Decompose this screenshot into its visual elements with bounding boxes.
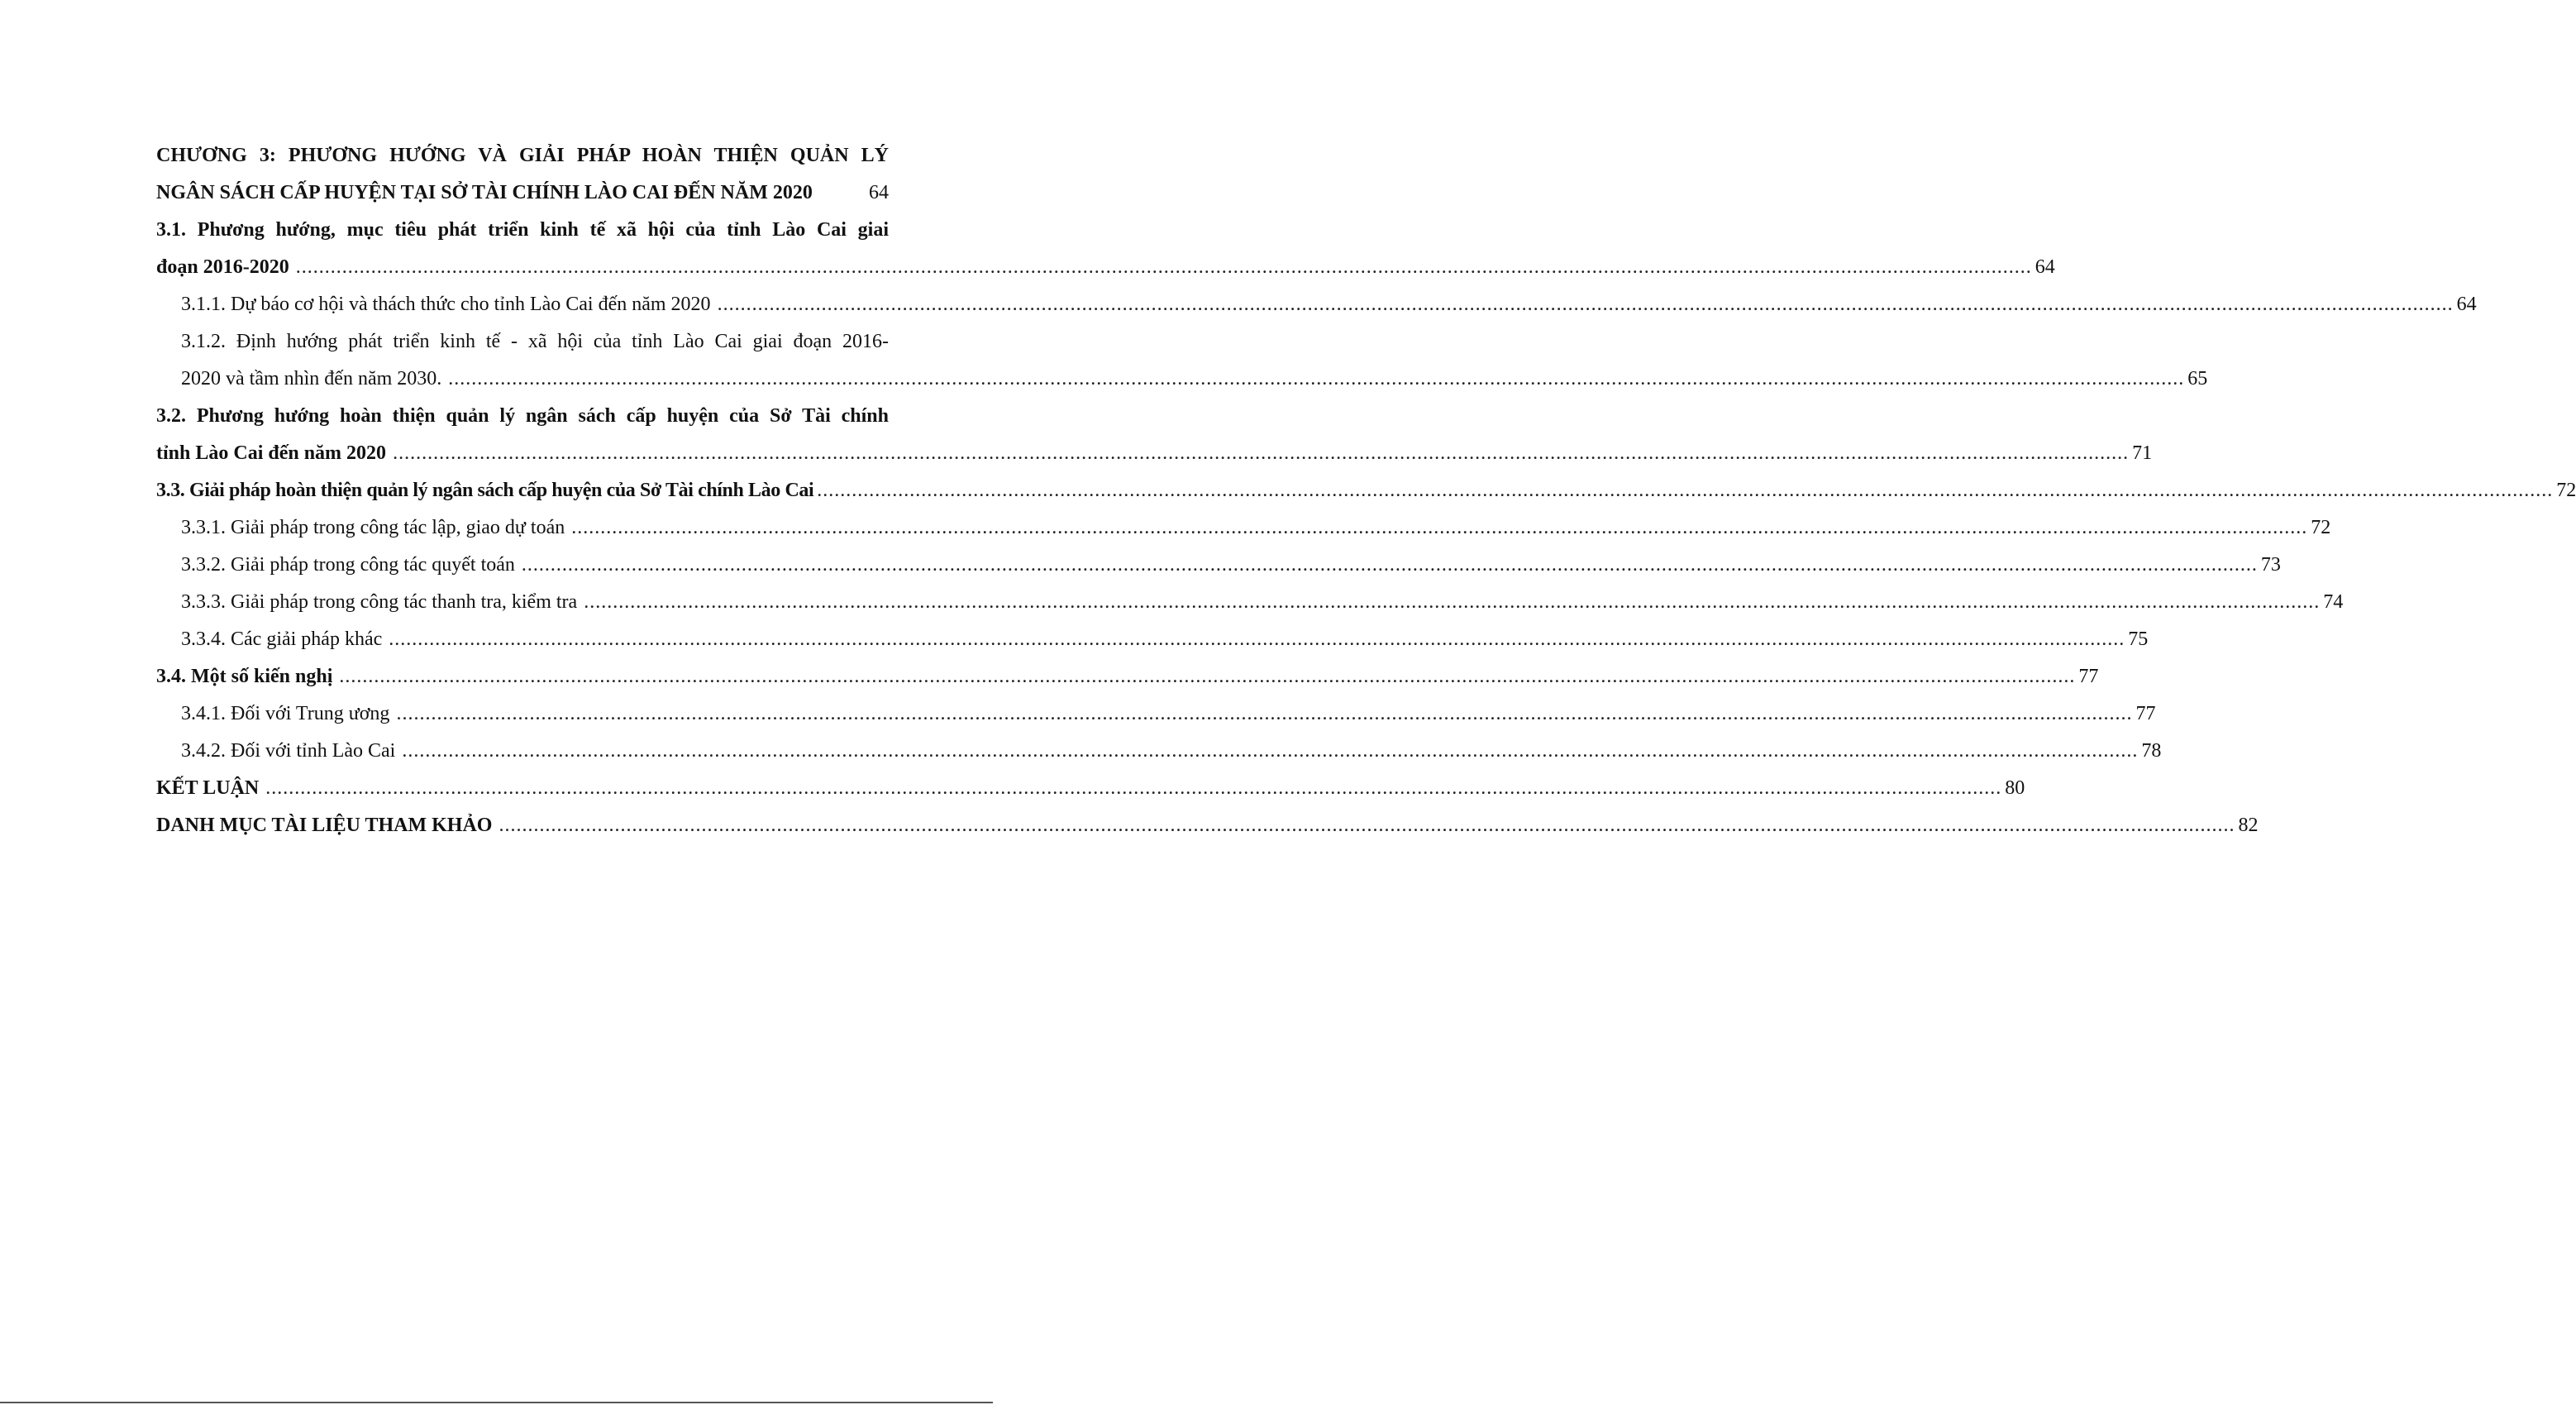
toc-entry-last-line — [156, 807, 2259, 844]
toc-page-number: 71 — [2132, 442, 2153, 464]
toc-page-number: 75 — [2128, 628, 2149, 650]
toc-entry-last-line — [156, 174, 889, 212]
toc-entry-3-3-2[interactable] — [156, 547, 2281, 584]
toc-entry-last-line — [156, 770, 2025, 807]
toc-entry-3-4-1[interactable] — [156, 695, 2156, 733]
toc-entry-title: 2020 và tầm nhìn đến năm 2030. — [181, 368, 442, 389]
dot-leader: ............................................................................................................................................................................................................................................................................................................ — [402, 740, 2139, 762]
dot-leader: ............................................................................................................................................................................................................................................................................................................ — [448, 368, 2185, 389]
toc-page-number: 77 — [2135, 703, 2156, 724]
toc-entry-3-4-2[interactable] — [156, 733, 2162, 770]
toc-entry-title: đoạn 2016-2020 — [156, 256, 289, 278]
toc-entry-references[interactable] — [156, 807, 2259, 844]
toc-entry-last-line — [181, 361, 2208, 398]
toc-entry-3-3[interactable] — [156, 472, 2576, 509]
toc-entry-conclusion[interactable] — [156, 770, 2025, 807]
toc-entry-title: DANH MỤC TÀI LIỆU THAM KHẢO — [156, 815, 493, 836]
toc-entry-title: NGÂN SÁCH CẤP HUYỆN TẠI SỞ TÀI CHÍNH LÀO CAI ĐẾN NĂM 2020 — [156, 182, 813, 203]
toc-page-number: 64 — [2035, 256, 2055, 278]
toc-entry-3-3-1[interactable] — [156, 509, 2331, 547]
toc-entry-last-line — [181, 509, 2331, 547]
toc-entry-3-1-2[interactable] — [156, 323, 2208, 398]
dot-leader: ............................................................................................................................................................................................................................................................................................................ — [571, 517, 2308, 538]
toc-entry-title: KẾT LUẬN — [156, 777, 260, 799]
dot-leader: ............................................................................................................................................................................................................................................................................................................ — [396, 703, 2133, 724]
toc-entry-text-line: 3.1. Phương hướng, mục tiêu phát triển kinh tế xã hội của tỉnh Lào Cai giai — [156, 219, 889, 241]
toc-page-number: 65 — [2187, 368, 2208, 389]
toc-entry-3-1[interactable] — [156, 212, 2055, 286]
toc-page-number: 80 — [2005, 777, 2025, 799]
toc-entry-last-line — [181, 695, 2156, 733]
dot-leader: ............................................................................................................................................................................................................................................................................................................ — [499, 815, 2235, 836]
dot-leader: ............................................................................................................................................................................................................................................................................................................ — [295, 256, 2032, 278]
toc-entry-last-line — [181, 733, 2162, 770]
toc-page-number: 72 — [2311, 517, 2331, 538]
toc-page-number: 77 — [2078, 666, 2099, 687]
dot-leader: ............................................................................................................................................................................................................................................................................................................ — [389, 628, 2125, 650]
page-bottom-rule — [0, 1402, 993, 1403]
dot-leader: ............................................................................................................................................................................................................................................................................................................ — [817, 480, 2554, 501]
toc-page-number: 64 — [869, 182, 889, 203]
toc-entry-last-line — [156, 435, 2153, 472]
toc-entry-title: 3.1.1. Dự báo cơ hội và thách thức cho tỉnh Lào Cai đến năm 2020 — [181, 294, 711, 315]
toc-entry-title: 3.3.2. Giải pháp trong công tác quyết toán — [181, 554, 515, 576]
dot-leader: ............................................................................................................................................................................................................................................................................................................ — [393, 442, 2130, 464]
toc-entry-last-line — [181, 286, 2477, 323]
dot-leader: ............................................................................................................................................................................................................................................................................................................ — [584, 591, 2321, 613]
toc-entry-title: 3.3.1. Giải pháp trong công tác lập, giao dự toán — [181, 517, 565, 538]
dot-leader: ............................................................................................................................................................................................................................................................................................................ — [717, 294, 2454, 315]
toc-entry-text-line: 3.2. Phương hướng hoàn thiện quản lý ngân sách cấp huyện của Sở Tài chính — [156, 405, 889, 427]
toc-entry-title: 3.4. Một số kiến nghị — [156, 666, 333, 687]
toc-entry-text-line: CHƯƠNG 3: PHƯƠNG HƯỚNG VÀ GIẢI PHÁP HOÀN THIỆN QUẢN LÝ — [156, 145, 889, 166]
toc-page-number: 74 — [2323, 591, 2344, 613]
toc-entry-last-line — [181, 584, 2344, 621]
dot-leader: ............................................................................................................................................................................................................................................................................................................ — [521, 554, 2258, 576]
toc-entry-3-3-4[interactable] — [156, 621, 2149, 658]
toc-entry-last-line — [156, 472, 2576, 509]
toc-entry-last-line — [156, 658, 2099, 695]
toc-entry-chapter-3[interactable] — [156, 137, 889, 212]
toc-page-number: 64 — [2456, 294, 2477, 315]
toc-entry-3-4[interactable] — [156, 658, 2099, 695]
toc-page-number: 73 — [2260, 554, 2281, 576]
toc-page-number: 72 — [2556, 480, 2576, 501]
toc-entry-last-line — [156, 249, 2055, 286]
toc-entry-3-3-3[interactable] — [156, 584, 2344, 621]
dot-leader: ............................................................................................................................................................................................................................................................................................................ — [339, 666, 2076, 687]
toc-entry-title: 3.3.4. Các giải pháp khác — [181, 628, 383, 650]
dot-leader: ............................................................................................................................................................................................................................................................................................................ — [265, 777, 2002, 799]
toc-entry-last-line — [181, 621, 2149, 658]
toc-entry-last-line — [181, 547, 2281, 584]
toc-page-number: 78 — [2141, 740, 2162, 762]
toc-entry-text-line: 3.1.2. Định hướng phát triển kinh tế - xã hội của tỉnh Lào Cai giai đoạn 2016- — [181, 331, 889, 352]
toc-entry-3-1-1[interactable] — [156, 286, 2477, 323]
table-of-contents — [156, 137, 2576, 844]
toc-entry-title: 3.4.2. Đối với tỉnh Lào Cai — [181, 740, 396, 762]
toc-page-number: 82 — [2238, 815, 2259, 836]
toc-entry-title: 3.3. Giải pháp hoàn thiện quản lý ngân sách cấp huyện của Sở Tài chính Lào Cai — [156, 480, 814, 501]
toc-entry-title: tỉnh Lào Cai đến năm 2020 — [156, 442, 387, 464]
toc-entry-title: 3.3.3. Giải pháp trong công tác thanh tra, kiểm tra — [181, 591, 578, 613]
toc-entry-title: 3.4.1. Đối với Trung ương — [181, 703, 390, 724]
toc-entry-3-2[interactable] — [156, 398, 2153, 472]
